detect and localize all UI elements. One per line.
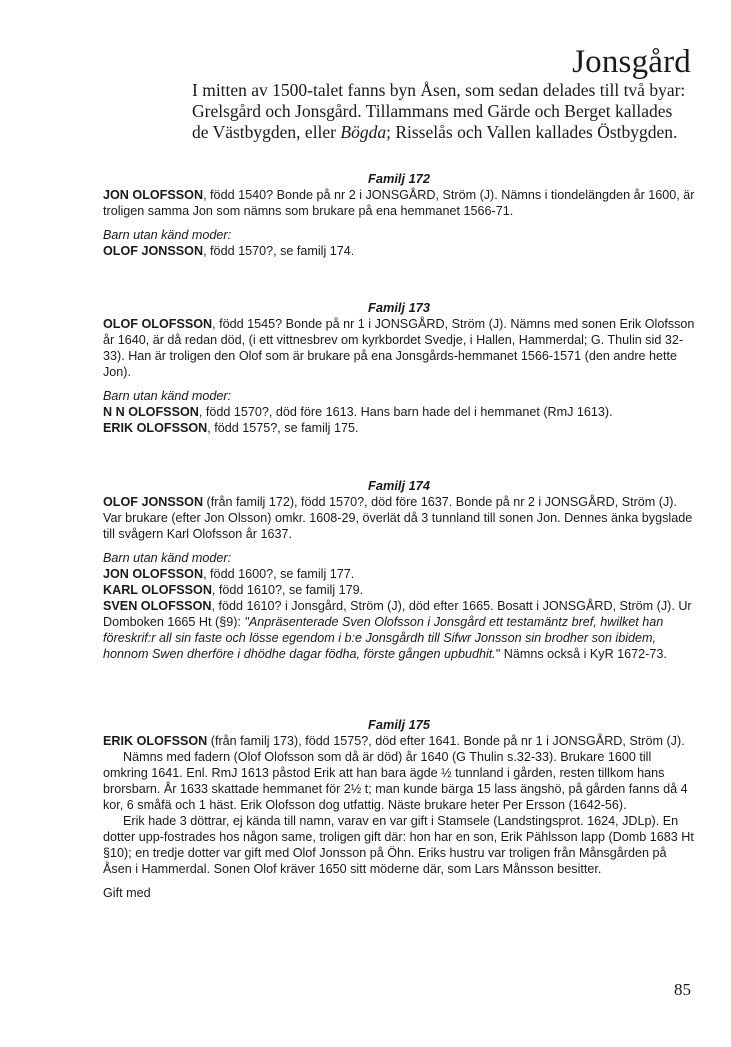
child-entry bbox=[103, 420, 695, 436]
child-name: JON OLOFSSON bbox=[103, 567, 204, 581]
familj-172-section bbox=[103, 171, 695, 259]
child-name: N N OLOFSSON bbox=[103, 405, 199, 419]
familj-174-heading: Familj 174 bbox=[368, 478, 430, 493]
intro-paragraph bbox=[192, 80, 692, 143]
parent-name: JON OLOFSSON bbox=[103, 188, 204, 202]
child-entry bbox=[103, 598, 695, 662]
child-text-tail: " Nämns också i KyR 1672-73. bbox=[495, 647, 667, 661]
intro-italic: Bögda bbox=[340, 122, 387, 142]
intro-text-b: ; Risselås och Vallen kallades Östbygden. bbox=[386, 122, 678, 142]
children-subheading: Barn utan känd moder: bbox=[103, 551, 232, 565]
familj-174-section bbox=[103, 478, 695, 662]
familj-173-section bbox=[103, 300, 695, 436]
familj-175-paragraph-2: Nämns med fadern (Olof Olofsson som då är död) år 1640 (G Thulin s.32-33). Brukare 1600 till omkring 1641. Enl. RmJ 1613 påstod Erik att han bara ägde ½ tunnland i gården, resten tillkom hans brorsbarn. År 1633 skattade hemmanet för 2½ t; man kunde bärga 15 lass ängshö, på gården fanns då 4 kor, 6 småfä och 1 häst. Erik Olofsson dog utfattig. Näste brukare heter Per Ersson (1642-56). bbox=[103, 750, 688, 812]
parent-name: OLOF JONSSON bbox=[103, 495, 204, 509]
familj-173-parent bbox=[103, 316, 695, 380]
child-name: KARL OLOFSSON bbox=[103, 583, 212, 597]
child-entry bbox=[103, 243, 695, 259]
child-name: SVEN OLOFSSON bbox=[103, 599, 212, 613]
page-title: Jonsgård bbox=[572, 44, 691, 80]
page-number: 85 bbox=[674, 980, 691, 999]
child-text: , född 1610?, se familj 179. bbox=[211, 583, 364, 597]
familj-175-parent bbox=[103, 733, 695, 749]
parent-text: (från familj 173), född 1575?, död efter 1641. Bonde på nr 1 i JONSGÅRD, Ström (J). bbox=[207, 734, 685, 748]
parent-text: , född 1545? Bonde på nr 1 i JONSGÅRD, Ström (J). Nämns med sonen Erik Olofsson år 1640, är då redan död, (i ett vittnesbrev om kyrkbordet Svedje, i Hallen, Hammerdal; G. Thulin sid 32-33). Han är troligen den Olof som är brukare på ena Jonsgårds-hemmanet 1566-1571 (den andre hette Jon). bbox=[103, 317, 695, 379]
child-name: ERIK OLOFSSON bbox=[103, 421, 208, 435]
familj-175-heading: Familj 175 bbox=[368, 717, 430, 732]
child-text: , född 1575?, se familj 175. bbox=[207, 421, 359, 435]
child-name: OLOF JONSSON bbox=[103, 244, 204, 258]
parent-name: ERIK OLOFSSON bbox=[103, 734, 208, 748]
familj-175-section bbox=[103, 717, 695, 901]
married-line: Gift med bbox=[103, 886, 151, 900]
parent-text: (från familj 172), född 1570?, död före 1637. Bonde på nr 2 i JONSGÅRD, Ström (J). Var brukare (efter Jon Olsson) omkr. 1608-29, överlät då 3 tunnland till sonen Jon. Dennes änka bygslade till svågern Karl Olofsson år 1637. bbox=[103, 495, 693, 541]
parent-name: OLOF OLOFSSON bbox=[103, 317, 213, 331]
familj-172-heading: Familj 172 bbox=[368, 171, 430, 186]
familj-172-parent bbox=[103, 187, 695, 219]
child-entry bbox=[103, 566, 695, 582]
parent-text: , född 1540? Bonde på nr 2 i JONSGÅRD, Ström (J). Nämns i tiondelängden år 1600, är troligen samma Jon som nämns som brukare på ena hemmanet 1566-71. bbox=[103, 188, 695, 218]
familj-174-parent bbox=[103, 494, 695, 542]
child-text: , född 1570?, se familj 174. bbox=[203, 244, 355, 258]
children-subheading: Barn utan känd moder: bbox=[103, 389, 232, 403]
familj-173-heading: Familj 173 bbox=[368, 300, 430, 315]
domboken-quote: "Anpräsenterade Sven Olofsson i Jonsgård ett testamäntz bref, hwilket han föreskrif:r all sin faste och lösse egendom i b:e Jonsgårdh till Sifwr Jonsson sin brodher son ibidem, honnom Swen dherföre i dhödhe dagar födha, förste gången upbudhit. bbox=[103, 615, 664, 661]
child-text: , född 1570?, död före 1613. Hans barn hade del i hemmanet (RmJ 1613). bbox=[198, 405, 613, 419]
child-text: , född 1600?, se familj 177. bbox=[203, 567, 355, 581]
child-entry bbox=[103, 582, 695, 598]
familj-175-paragraph-3: Erik hade 3 döttrar, ej kända till namn, varav en var gift i Stamsele (Landstingsprot. 1624, JDLp). En dotter upp-fostrades hos någon same, troligen gift där: hon har en son, Erik Pählsson lapp (Domb 1683 Ht §10); en tredje dotter var gift med Olof Jonsson på Öhn. Eriks hustru var troligen från Månsgården på Åsen i Hammerdal. Sonen Olof kräver 1650 sitt möderne där, som Lars Månsson besitter. bbox=[103, 814, 694, 876]
child-entry bbox=[103, 404, 695, 420]
children-subheading: Barn utan känd moder: bbox=[103, 228, 232, 242]
intro-text-a: I mitten av 1500-talet fanns byn Åsen, som sedan delades till två byar: Grelsgård och Jonsgård. Tillammans med Gärde och Berget kallades de Västbygden, eller bbox=[192, 80, 686, 142]
child-text: , född 1610? i Jonsgård, Ström (J), död efter 1665. Bosatt i JONSGÅRD, Ström (J). Ur Domboken 1665 Ht (§9): bbox=[103, 599, 692, 629]
